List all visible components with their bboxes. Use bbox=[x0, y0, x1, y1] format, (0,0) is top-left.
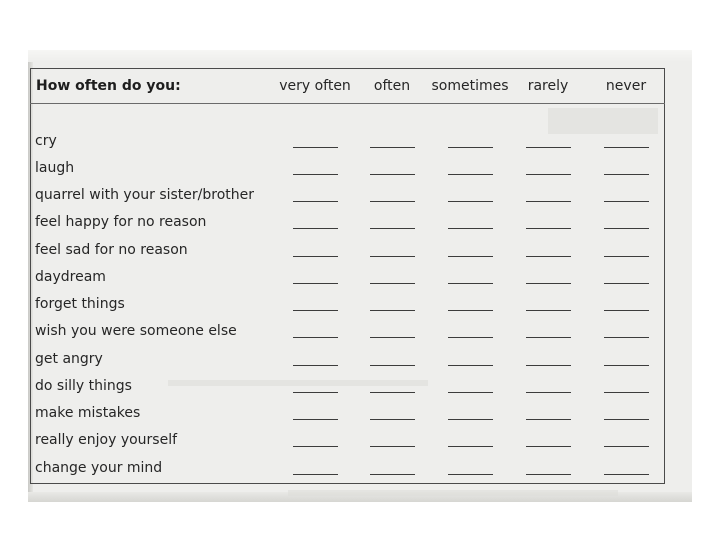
answer-blank-very-often[interactable] bbox=[293, 228, 338, 229]
question-label: wish you were someone else bbox=[35, 323, 237, 339]
answer-blank-often[interactable] bbox=[370, 256, 415, 257]
answer-blank-never[interactable] bbox=[604, 419, 649, 420]
answer-blank-sometimes[interactable] bbox=[448, 228, 493, 229]
answer-blank-often[interactable] bbox=[370, 147, 415, 148]
answer-blank-very-often[interactable] bbox=[293, 283, 338, 284]
answer-blank-very-often[interactable] bbox=[293, 310, 338, 311]
answer-blank-sometimes[interactable] bbox=[448, 419, 493, 420]
question-label: laugh bbox=[35, 160, 75, 176]
answer-blank-rarely[interactable] bbox=[526, 174, 571, 175]
answer-blank-very-often[interactable] bbox=[293, 474, 338, 475]
answer-blank-rarely[interactable] bbox=[526, 365, 571, 366]
question-label: feel happy for no reason bbox=[35, 214, 207, 230]
answer-blank-very-often[interactable] bbox=[293, 147, 338, 148]
answer-blank-rarely[interactable] bbox=[526, 283, 571, 284]
question-row bbox=[0, 351, 720, 369]
answer-blank-rarely[interactable] bbox=[526, 147, 571, 148]
answer-blank-sometimes[interactable] bbox=[448, 201, 493, 202]
answer-blank-often[interactable] bbox=[370, 283, 415, 284]
question-row bbox=[0, 378, 720, 396]
question-row bbox=[0, 214, 720, 232]
question-label: change your mind bbox=[35, 460, 163, 476]
answer-blank-never[interactable] bbox=[604, 147, 649, 148]
answer-blank-never[interactable] bbox=[604, 174, 649, 175]
answer-blank-sometimes[interactable] bbox=[448, 174, 493, 175]
question-row bbox=[0, 242, 720, 260]
header-divider bbox=[30, 103, 665, 104]
answer-blank-very-often[interactable] bbox=[293, 256, 338, 257]
answer-blank-rarely[interactable] bbox=[526, 419, 571, 420]
answer-blank-very-often[interactable] bbox=[293, 365, 338, 366]
question-row bbox=[0, 296, 720, 314]
bleed-through-mark bbox=[288, 490, 618, 496]
answer-blank-never[interactable] bbox=[604, 310, 649, 311]
questionnaire-prompt: How often do you: bbox=[36, 78, 181, 94]
column-header-sometimes: sometimes bbox=[431, 78, 509, 94]
question-row bbox=[0, 323, 720, 341]
question-label: make mistakes bbox=[35, 405, 141, 421]
question-row bbox=[0, 405, 720, 423]
answer-blank-sometimes[interactable] bbox=[448, 474, 493, 475]
answer-blank-sometimes[interactable] bbox=[448, 147, 493, 148]
answer-blank-rarely[interactable] bbox=[526, 474, 571, 475]
answer-blank-rarely[interactable] bbox=[526, 201, 571, 202]
answer-blank-often[interactable] bbox=[370, 310, 415, 311]
question-row bbox=[0, 187, 720, 205]
answer-blank-often[interactable] bbox=[370, 337, 415, 338]
answer-blank-often[interactable] bbox=[370, 201, 415, 202]
answer-blank-never[interactable] bbox=[604, 228, 649, 229]
answer-blank-never[interactable] bbox=[604, 256, 649, 257]
answer-blank-rarely[interactable] bbox=[526, 310, 571, 311]
answer-blank-very-often[interactable] bbox=[293, 446, 338, 447]
question-row bbox=[0, 269, 720, 287]
answer-blank-often[interactable] bbox=[370, 174, 415, 175]
answer-blank-never[interactable] bbox=[604, 283, 649, 284]
answer-blank-never[interactable] bbox=[604, 201, 649, 202]
column-header-often: often bbox=[373, 78, 411, 94]
answer-blank-often[interactable] bbox=[370, 474, 415, 475]
answer-blank-sometimes[interactable] bbox=[448, 337, 493, 338]
column-header-never: never bbox=[605, 78, 647, 94]
answer-blank-rarely[interactable] bbox=[526, 337, 571, 338]
question-label: get angry bbox=[35, 351, 103, 367]
answer-blank-never[interactable] bbox=[604, 392, 649, 393]
question-row bbox=[0, 460, 720, 478]
answer-blank-rarely[interactable] bbox=[526, 392, 571, 393]
answer-blank-very-often[interactable] bbox=[293, 419, 338, 420]
answer-blank-never[interactable] bbox=[604, 446, 649, 447]
column-header-very-often: very often bbox=[279, 78, 351, 94]
column-header-rarely: rarely bbox=[527, 78, 569, 94]
answer-blank-never[interactable] bbox=[604, 365, 649, 366]
answer-blank-often[interactable] bbox=[370, 392, 415, 393]
question-label: daydream bbox=[35, 269, 106, 285]
answer-blank-sometimes[interactable] bbox=[448, 446, 493, 447]
question-label: quarrel with your sister/brother bbox=[35, 187, 255, 203]
answer-blank-very-often[interactable] bbox=[293, 201, 338, 202]
answer-blank-sometimes[interactable] bbox=[448, 256, 493, 257]
answer-blank-sometimes[interactable] bbox=[448, 365, 493, 366]
question-label: cry bbox=[35, 133, 57, 149]
answer-blank-rarely[interactable] bbox=[526, 228, 571, 229]
answer-blank-sometimes[interactable] bbox=[448, 283, 493, 284]
answer-blank-very-often[interactable] bbox=[293, 392, 338, 393]
scan-edge-top bbox=[28, 50, 692, 62]
question-row bbox=[0, 432, 720, 450]
answer-blank-often[interactable] bbox=[370, 446, 415, 447]
answer-blank-very-often[interactable] bbox=[293, 174, 338, 175]
answer-blank-rarely[interactable] bbox=[526, 256, 571, 257]
question-label: feel sad for no reason bbox=[35, 242, 188, 258]
question-row bbox=[0, 133, 720, 151]
answer-blank-sometimes[interactable] bbox=[448, 392, 493, 393]
question-label: really enjoy yourself bbox=[35, 432, 178, 448]
answer-blank-often[interactable] bbox=[370, 228, 415, 229]
answer-blank-often[interactable] bbox=[370, 419, 415, 420]
answer-blank-never[interactable] bbox=[604, 337, 649, 338]
answer-blank-never[interactable] bbox=[604, 474, 649, 475]
answer-blank-often[interactable] bbox=[370, 365, 415, 366]
question-row bbox=[0, 160, 720, 178]
question-label: do silly things bbox=[35, 378, 132, 394]
answer-blank-very-often[interactable] bbox=[293, 337, 338, 338]
question-label: forget things bbox=[35, 296, 125, 312]
answer-blank-sometimes[interactable] bbox=[448, 310, 493, 311]
answer-blank-rarely[interactable] bbox=[526, 446, 571, 447]
